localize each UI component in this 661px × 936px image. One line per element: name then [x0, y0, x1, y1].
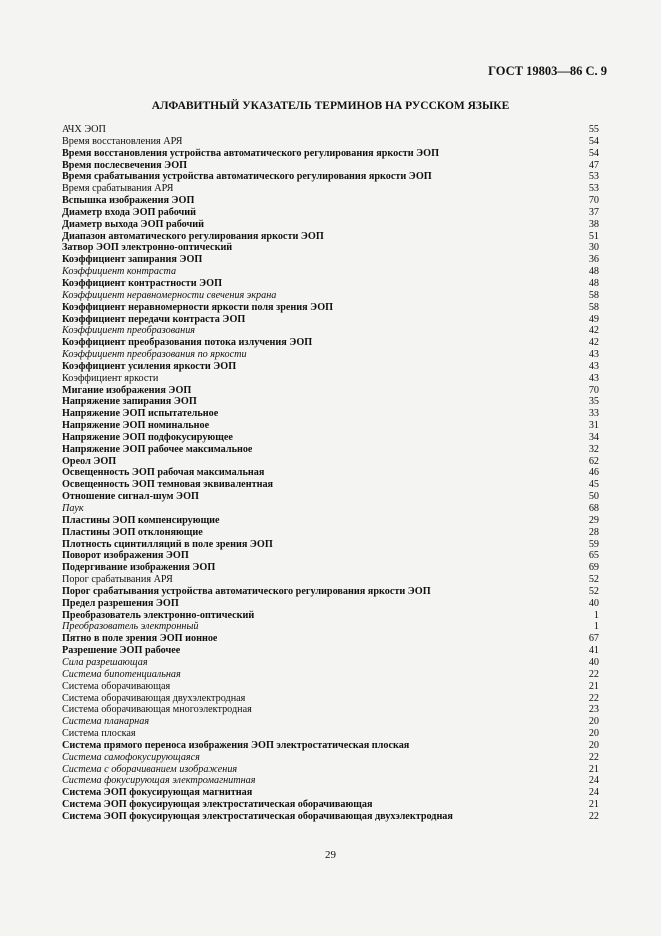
index-page-ref: 43: [588, 349, 599, 361]
index-page-ref: 31: [588, 420, 599, 432]
index-page-ref: 22: [588, 668, 599, 680]
index-entry: [62, 420, 599, 432]
index-page-ref: 42: [588, 325, 599, 337]
terms-index: [62, 124, 599, 823]
index-entry: [62, 681, 599, 693]
index-term: Система планарная: [62, 716, 150, 728]
index-term: Коэффициент неравномерности яркости поля зрения ЭОП: [62, 301, 334, 313]
index-entry: [62, 621, 599, 633]
index-term: Напряжение ЭОП испытательное: [62, 408, 219, 420]
index-page-ref: 58: [588, 289, 599, 301]
index-term: АЧХ ЭОП: [62, 124, 106, 135]
index-entry: [62, 693, 599, 705]
index-page-ref: 54: [588, 147, 599, 159]
index-entry: [62, 171, 599, 183]
index-entry: [62, 266, 599, 278]
index-term: Порог срабатывания устройства автоматического регулирования яркости ЭОП: [62, 585, 431, 597]
index-page-ref: 40: [588, 597, 599, 609]
index-entry: [62, 278, 599, 290]
index-entry: [62, 231, 599, 243]
index-page-ref: 49: [588, 313, 599, 325]
index-entry: [62, 479, 599, 491]
index-term: Подергивание изображения ЭОП: [62, 562, 216, 574]
index-entry: [62, 396, 599, 408]
index-page-ref: 47: [588, 159, 599, 171]
page-number: 29: [325, 849, 336, 861]
index-term: Система оборачивающая многоэлектродная: [62, 704, 252, 716]
index-page-ref: 54: [588, 135, 599, 147]
index-term: Система с оборачиванием изображения: [62, 763, 238, 775]
index-entry: [62, 740, 599, 752]
index-entry: [62, 574, 599, 586]
document-reference: ГОСТ 19803—86 С. 9: [488, 64, 607, 78]
index-page-ref: 23: [588, 704, 599, 716]
index-term: Диапазон автоматического регулирования яркости ЭОП: [62, 230, 324, 242]
index-entry: [62, 491, 599, 503]
index-page-ref: 50: [588, 491, 599, 503]
index-page-ref: 45: [588, 479, 599, 491]
index-entry: [62, 219, 599, 231]
index-entry: [62, 764, 599, 776]
index-page-ref: 46: [588, 467, 599, 479]
index-entry: [62, 160, 599, 172]
index-entry: [62, 444, 599, 456]
index-term: Порог срабатывания АРЯ: [62, 574, 173, 586]
index-term: Мигание изображения ЭОП: [62, 384, 192, 396]
index-term: Паук: [62, 503, 84, 514]
index-entry: [62, 325, 599, 337]
index-entry: [62, 610, 599, 622]
index-page-ref: 43: [588, 372, 599, 384]
index-page-ref: 21: [588, 799, 599, 811]
index-entry: [62, 432, 599, 444]
index-page-ref: 48: [588, 277, 599, 289]
index-entry: [62, 207, 599, 219]
index-term: Коэффициент усиления яркости ЭОП: [62, 360, 237, 372]
index-page-ref: 22: [588, 751, 599, 763]
index-page-ref: 21: [588, 763, 599, 775]
index-term: Ореол ЭОП: [62, 455, 117, 467]
index-term: Диаметр выхода ЭОП рабочий: [62, 218, 204, 230]
index-entry: [62, 136, 599, 148]
index-entry: [62, 467, 599, 479]
index-term: Система фокусирующая электромагнитная: [62, 775, 256, 787]
index-term: Коэффициент преобразования: [62, 325, 196, 337]
index-page-ref: 53: [588, 183, 599, 195]
index-term: Разрешение ЭОП рабочее: [62, 645, 181, 657]
index-entry: [62, 349, 599, 361]
index-page-ref: 33: [588, 408, 599, 420]
index-term: Коэффициент передачи контраста ЭОП: [62, 313, 246, 325]
index-term: Поворот изображения ЭОП: [62, 550, 189, 562]
index-page-ref: 38: [588, 218, 599, 230]
index-entry: [62, 254, 599, 266]
index-page-ref: 20: [588, 716, 599, 728]
index-entry: [62, 527, 599, 539]
index-page-ref: 35: [588, 396, 599, 408]
index-entry: [62, 716, 599, 728]
index-term: Система оборачивающая двухэлектродная: [62, 692, 246, 704]
index-page-ref: 51: [588, 230, 599, 242]
index-term: Напряжение ЭОП номинальное: [62, 420, 210, 432]
index-page-ref: 53: [588, 171, 599, 183]
index-entry: [62, 503, 599, 515]
index-term: Напряжение ЭОП подфокусирующее: [62, 431, 233, 443]
index-page-ref: 30: [588, 242, 599, 254]
index-term: Система ЭОП фокусирующая магнитная: [62, 787, 253, 799]
index-term: Коэффициент контрастности ЭОП: [62, 277, 222, 289]
index-page-ref: 28: [588, 526, 599, 538]
index-term: Затвор ЭОП электронно-оптический: [62, 242, 233, 254]
index-entry: [62, 539, 599, 551]
index-entry: [62, 799, 599, 811]
index-page-ref: 67: [588, 633, 599, 645]
index-term: Освещенность ЭОП рабочая максимальная: [62, 467, 265, 479]
index-term: Время восстановления АРЯ: [62, 135, 183, 147]
index-page-ref: 1: [593, 621, 599, 633]
index-page-ref: 37: [588, 206, 599, 218]
index-term: Система оборачивающая: [62, 680, 171, 692]
index-term: Напряжение запирания ЭОП: [62, 396, 197, 408]
index-entry: [62, 302, 599, 314]
index-entry: [62, 775, 599, 787]
index-page-ref: 41: [588, 645, 599, 657]
index-page-ref: 58: [588, 301, 599, 313]
index-page-ref: 48: [588, 266, 599, 278]
index-entry: [62, 562, 599, 574]
index-page-ref: 70: [588, 195, 599, 207]
index-entry: [62, 645, 599, 657]
index-entry: [62, 456, 599, 468]
index-entry: [62, 373, 599, 385]
index-page-ref: 69: [588, 562, 599, 574]
index-term: Система самофокусирующаяся: [62, 751, 200, 763]
index-term: Время срабатывания устройства автоматического регулирования яркости ЭОП: [62, 171, 432, 183]
index-entry: [62, 657, 599, 669]
index-term: Коэффициент контраста: [62, 266, 177, 278]
index-term: Коэффициент преобразования потока излучения ЭОП: [62, 337, 313, 349]
index-term: Коэффициент преобразования по яркости: [62, 349, 247, 361]
index-page-ref: 36: [588, 254, 599, 266]
index-term: Время восстановления устройства автоматического регулирования яркости ЭОП: [62, 147, 440, 159]
index-term: Система бипотенциальная: [62, 668, 181, 680]
index-term: Сила разрешающая: [62, 656, 148, 668]
index-page-ref: 22: [588, 810, 599, 822]
index-term: Освещенность ЭОП темновая эквивалентная: [62, 479, 274, 491]
index-term: Пластины ЭОП компенсирующие: [62, 514, 220, 526]
index-term: Напряжение ЭОП рабочее максимальное: [62, 443, 253, 455]
index-term: Время срабатывания АРЯ: [62, 183, 174, 195]
index-entry: [62, 669, 599, 681]
index-page-ref: 62: [588, 455, 599, 467]
index-term: Время послесвечения ЭОП: [62, 159, 188, 171]
index-page-ref: 34: [588, 431, 599, 443]
index-term: Коэффициент яркости: [62, 372, 159, 384]
index-page-ref: 68: [588, 503, 599, 514]
index-page-ref: 32: [588, 443, 599, 455]
index-entry: [62, 314, 599, 326]
index-page-ref: 20: [588, 739, 599, 751]
index-term: Преобразователь электронно-оптический: [62, 609, 255, 621]
index-title: АЛФАВИТНЫЙ УКАЗАТЕЛЬ ТЕРМИНОВ НА РУССКОМ ЯЗЫКЕ: [151, 100, 510, 112]
index-entry: [62, 195, 599, 207]
index-term: Система ЭОП фокусирующая электростатическая оборачивающая двухэлектродная: [62, 810, 453, 822]
index-page-ref: 55: [588, 124, 599, 135]
index-page-ref: 29: [588, 514, 599, 526]
index-entry: [62, 811, 599, 823]
index-page-ref: 24: [588, 775, 599, 787]
index-entry: [62, 361, 599, 373]
index-entry: [62, 515, 599, 527]
index-page-ref: 40: [588, 656, 599, 668]
index-entry: [62, 728, 599, 740]
index-entry: [62, 633, 599, 645]
index-entry: [62, 385, 599, 397]
index-term: Система ЭОП фокусирующая электростатическая оборачивающая: [62, 799, 373, 811]
index-term: Система плоская: [62, 728, 136, 740]
index-entry: [62, 787, 599, 799]
index-term: Коэффициент запирания ЭОП: [62, 254, 203, 266]
index-page-ref: 52: [588, 585, 599, 597]
index-page-ref: 65: [588, 550, 599, 562]
index-term: Пластины ЭОП отклоняющие: [62, 526, 203, 538]
index-term: Система прямого переноса изображения ЭОП электростатическая плоская: [62, 739, 410, 751]
index-term: Отношение сигнал-шум ЭОП: [62, 491, 199, 503]
index-term: Предел разрешения ЭОП: [62, 597, 179, 609]
index-term: Плотность сцинтилляций в поле зрения ЭОП: [62, 538, 273, 550]
index-page-ref: 52: [588, 574, 599, 586]
index-page-ref: 43: [588, 360, 599, 372]
index-entry: [62, 550, 599, 562]
index-entry: [62, 242, 599, 254]
index-page-ref: 59: [588, 538, 599, 550]
index-entry: [62, 586, 599, 598]
index-term: Пятно в поле зрения ЭОП ионное: [62, 633, 218, 645]
index-entry: [62, 598, 599, 610]
index-entry: [62, 183, 599, 195]
index-page-ref: 21: [588, 680, 599, 692]
index-term: Коэффициент неравномерности свечения экрана: [62, 289, 277, 301]
index-page-ref: 24: [588, 787, 599, 799]
index-entry: [62, 752, 599, 764]
index-page-ref: 42: [588, 337, 599, 349]
index-term: Вспышка изображения ЭОП: [62, 195, 195, 207]
index-entry: [62, 148, 599, 160]
index-entry: [62, 408, 599, 420]
index-term: Диаметр входа ЭОП рабочий: [62, 206, 197, 218]
index-entry: [62, 704, 599, 716]
index-entry: [62, 124, 599, 136]
index-entry: [62, 337, 599, 349]
index-page-ref: 70: [588, 384, 599, 396]
index-page-ref: 1: [593, 609, 599, 621]
index-page-ref: 22: [588, 692, 599, 704]
index-term: Преобразователь электронный: [62, 621, 199, 633]
index-page-ref: 20: [588, 728, 599, 740]
index-entry: [62, 290, 599, 302]
